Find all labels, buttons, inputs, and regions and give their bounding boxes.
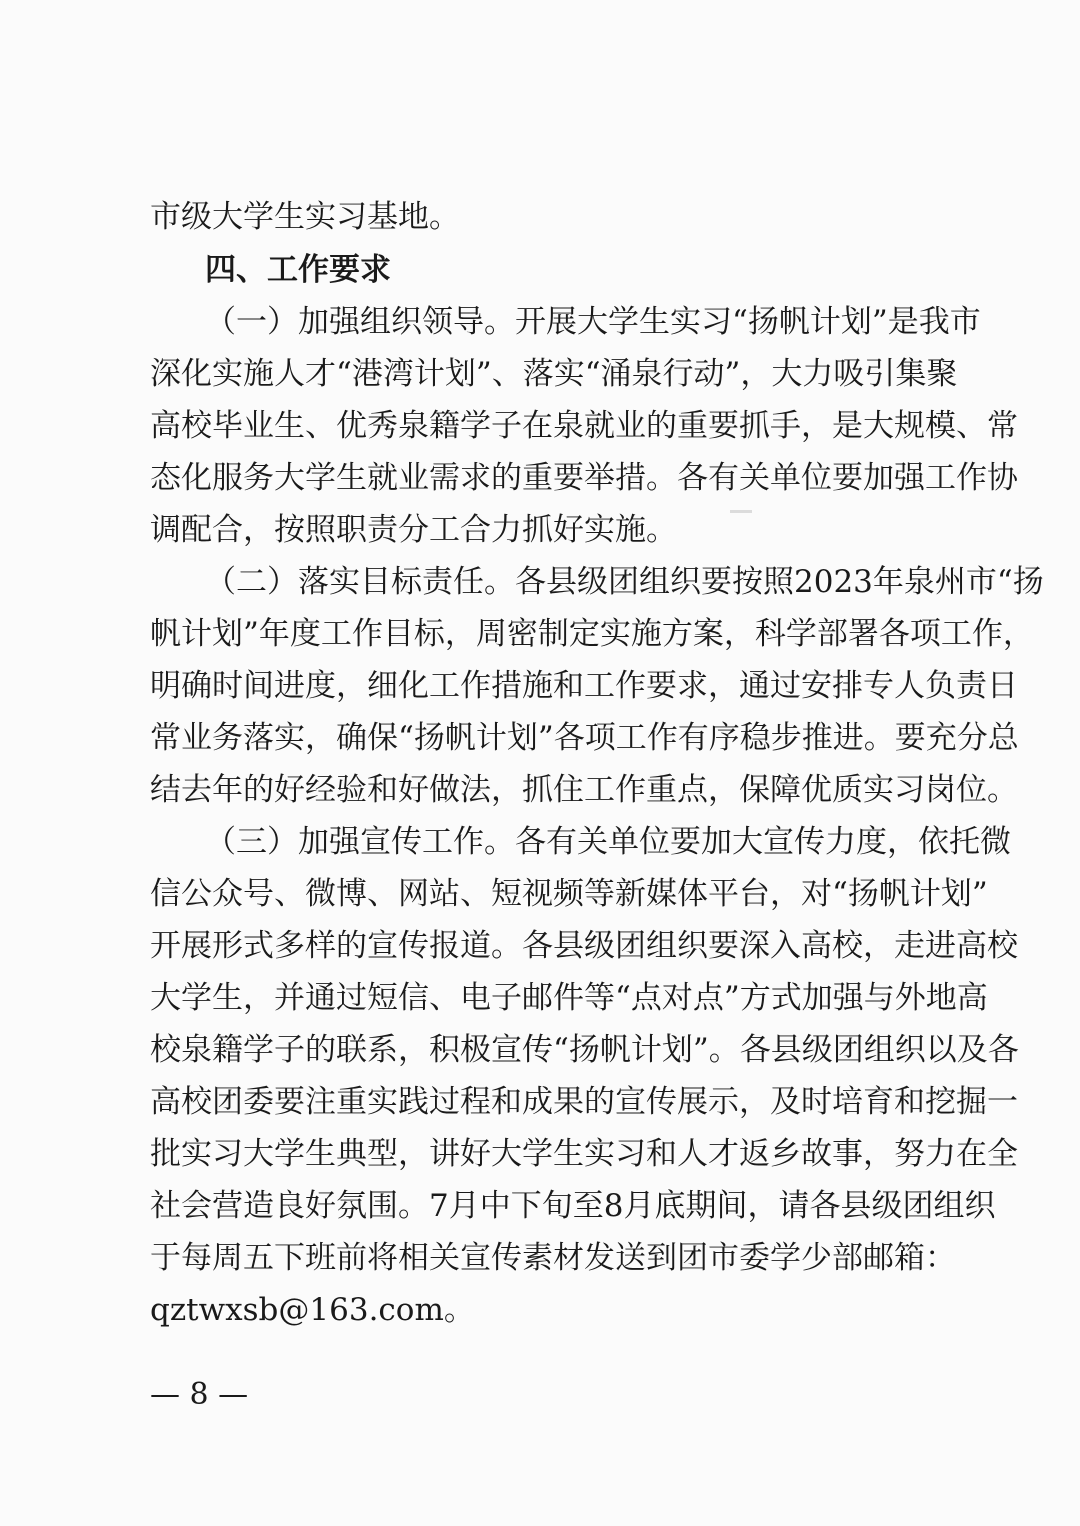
section-heading: 四、工作要求 [205, 252, 391, 288]
paragraph-2-line: 结去年的好经验和好做法，抓住工作重点，保障优质实习岗位。 [150, 772, 1018, 808]
paragraph-3-line: 社会营造良好氛围。7月中下旬至8月底期间，请各县级团组织 [150, 1188, 996, 1224]
paragraph-3-line: 高校团委要注重实践过程和成果的宣传展示，及时培育和挖掘一 [150, 1084, 1018, 1120]
paragraph-1-line: 调配合，按照职责分工合力抓好实施。 [150, 512, 677, 548]
paragraph-1-line: 深化实施人才“港湾计划”、落实“涌泉行动”，大力吸引集聚 [150, 356, 958, 392]
paragraph-3-line: 开展形式多样的宣传报道。各县级团组织要深入高校，走进高校 [150, 928, 1018, 964]
paragraph-3-line: 大学生，并通过短信、电子邮件等“点对点”方式加强与外地高 [150, 980, 988, 1016]
paragraph-3-line: 批实习大学生典型，讲好大学生实习和人才返乡故事，努力在全 [150, 1136, 1018, 1172]
paragraph-1-line: 态化服务大学生就业需求的重要举措。各有关单位要加强工作协 [150, 460, 1018, 496]
paragraph-2-line: 明确时间进度，细化工作措施和工作要求，通过安排专人负责日 [150, 668, 1018, 704]
intro-line: 市级大学生实习基地。 [150, 199, 460, 235]
paragraph-3-line: 校泉籍学子的联系，积极宣传“扬帆计划”。各县级团组织以及各 [150, 1032, 1019, 1068]
paragraph-3-line: 于每周五下班前将相关宣传素材发送到团市委学少部邮箱： [150, 1240, 956, 1276]
paragraph-1-line: （一）加强组织领导。开展大学生实习“扬帆计划”是我市 [205, 304, 981, 340]
paragraph-2-line: （二）落实目标责任。各县级团组织要按照2023年泉州市“扬 [205, 564, 1044, 600]
paragraph-3-line: 信公众号、微博、网站、短视频等新媒体平台，对“扬帆计划” [150, 876, 988, 912]
page-number: — 8 — [150, 1377, 249, 1412]
paragraph-2-line: 常业务落实，确保“扬帆计划”各项工作有序稳步推进。要充分总 [150, 720, 1019, 756]
email-line: qztwxsb@163.com。 [150, 1292, 475, 1328]
paragraph-2-line: 帆计划”年度工作目标，周密制定实施方案，科学部署各项工作， [150, 616, 1034, 652]
paragraph-3-line: （三）加强宣传工作。各有关单位要加大宣传力度，依托微 [205, 824, 1011, 860]
scan-speck [730, 510, 752, 513]
paragraph-1-line: 高校毕业生、优秀泉籍学子在泉就业的重要抓手，是大规模、常 [150, 408, 1018, 444]
